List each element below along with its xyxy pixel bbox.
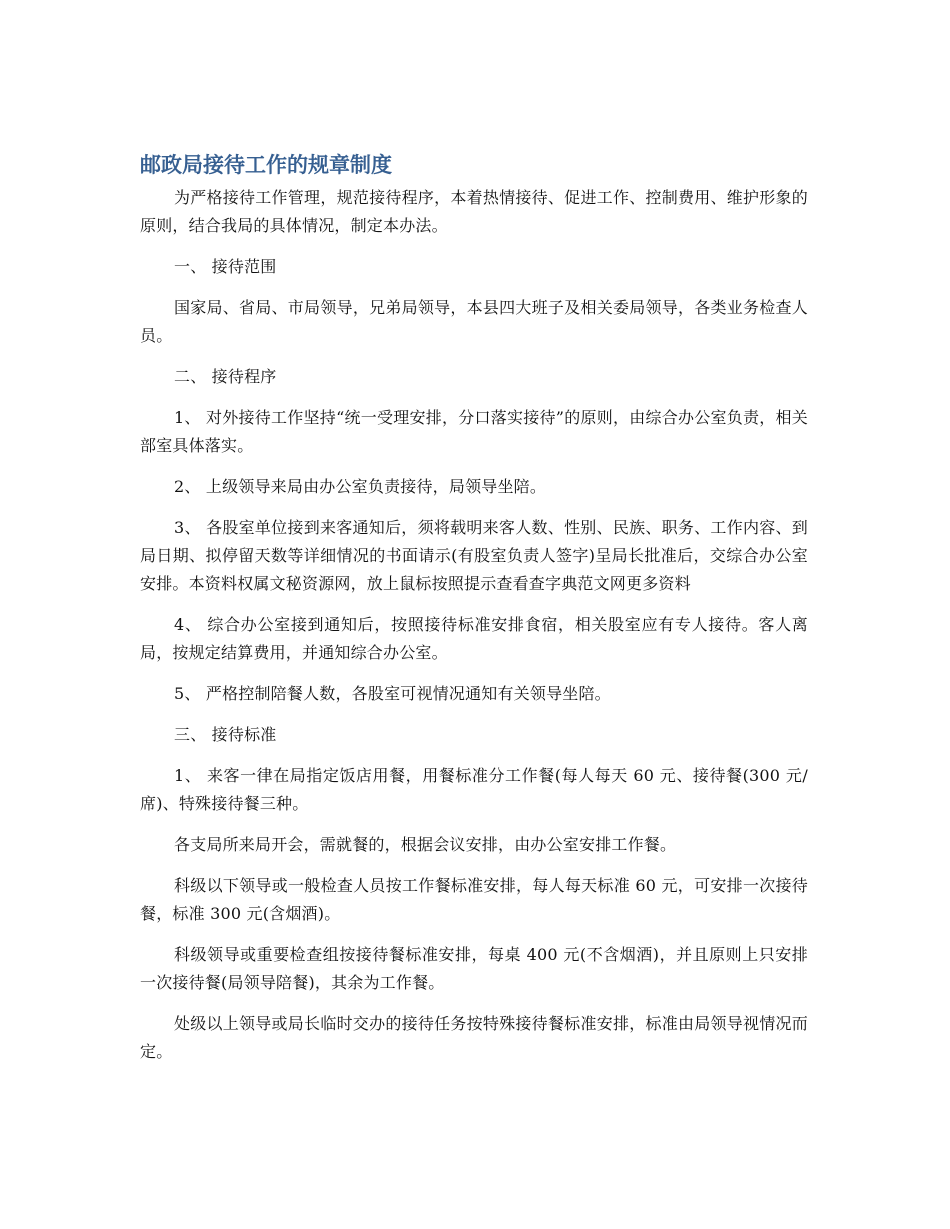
standards-paragraph-section-level: 科级领导或重要检查组按接待餐标准安排，每桌 400 元(不含烟酒)，并且原则上只安排一次接待餐(局领导陪餐)，其余为工作餐。 (140, 945, 808, 992)
standards-paragraph-branch: 各支局所来局开会，需就餐的，根据会议安排，由办公室安排工作餐。 (174, 835, 677, 854)
procedure-item-5: 5、 严格控制陪餐人数，各股室可视情况通知有关领导坐陪。 (174, 684, 611, 703)
scope-paragraph: 国家局、省局、市局领导，兄弟局领导，本县四大班子及相关委局领导，各类业务检查人员。 (140, 298, 808, 345)
standards-paragraph-division-level: 处级以上领导或局长临时交办的接待任务按特殊接待餐标准安排，标准由局领导视情况而定。 (140, 1014, 808, 1061)
document-title: 邮政局接待工作的规章制度 (140, 153, 392, 177)
procedure-item-1: 1、 对外接待工作坚持“统一受理安排，分口落实接待”的原则，由综合办公室负责，相关部室具体落实。 (140, 408, 808, 455)
procedure-item-2: 2、 上级领导来局由办公室负责接待，局领导坐陪。 (174, 477, 547, 496)
section-heading-procedure: 二、 接待程序 (174, 367, 277, 386)
section-heading-scope: 一、 接待范围 (174, 257, 277, 276)
standards-item-1: 1、 来客一律在局指定饭店用餐，用餐标准分工作餐(每人每天 60 元、接待餐(300 元/席)、特殊接待餐三种。 (140, 766, 808, 813)
section-heading-standards: 三、 接待标准 (174, 725, 277, 744)
procedure-item-4: 4、 综合办公室接到通知后，按照接待标准安排食宿，相关股室应有专人接待。客人离局，按规定结算费用，并通知综合办公室。 (140, 615, 808, 662)
intro-paragraph: 为严格接待工作管理，规范接待程序，本着热情接待、促进工作、控制费用、维护形象的原则，结合我局的具体情况，制定本办法。 (140, 188, 808, 235)
document-body (140, 150, 808, 1079)
standards-paragraph-below-section: 科级以下领导或一般检查人员按工作餐标准安排，每人每天标准 60 元，可安排一次接待餐，标准 300 元(含烟酒)。 (140, 876, 808, 923)
procedure-item-3: 3、 各股室单位接到来客通知后，须将载明来客人数、性别、民族、职务、工作内容、到局日期、拟停留天数等详细情况的书面请示(有股室负责人签字)呈局长批准后，交综合办公室安排。本资料权属文秘资源网，放上鼠标按照提示查看查字典范文网更多资料 (140, 518, 808, 593)
